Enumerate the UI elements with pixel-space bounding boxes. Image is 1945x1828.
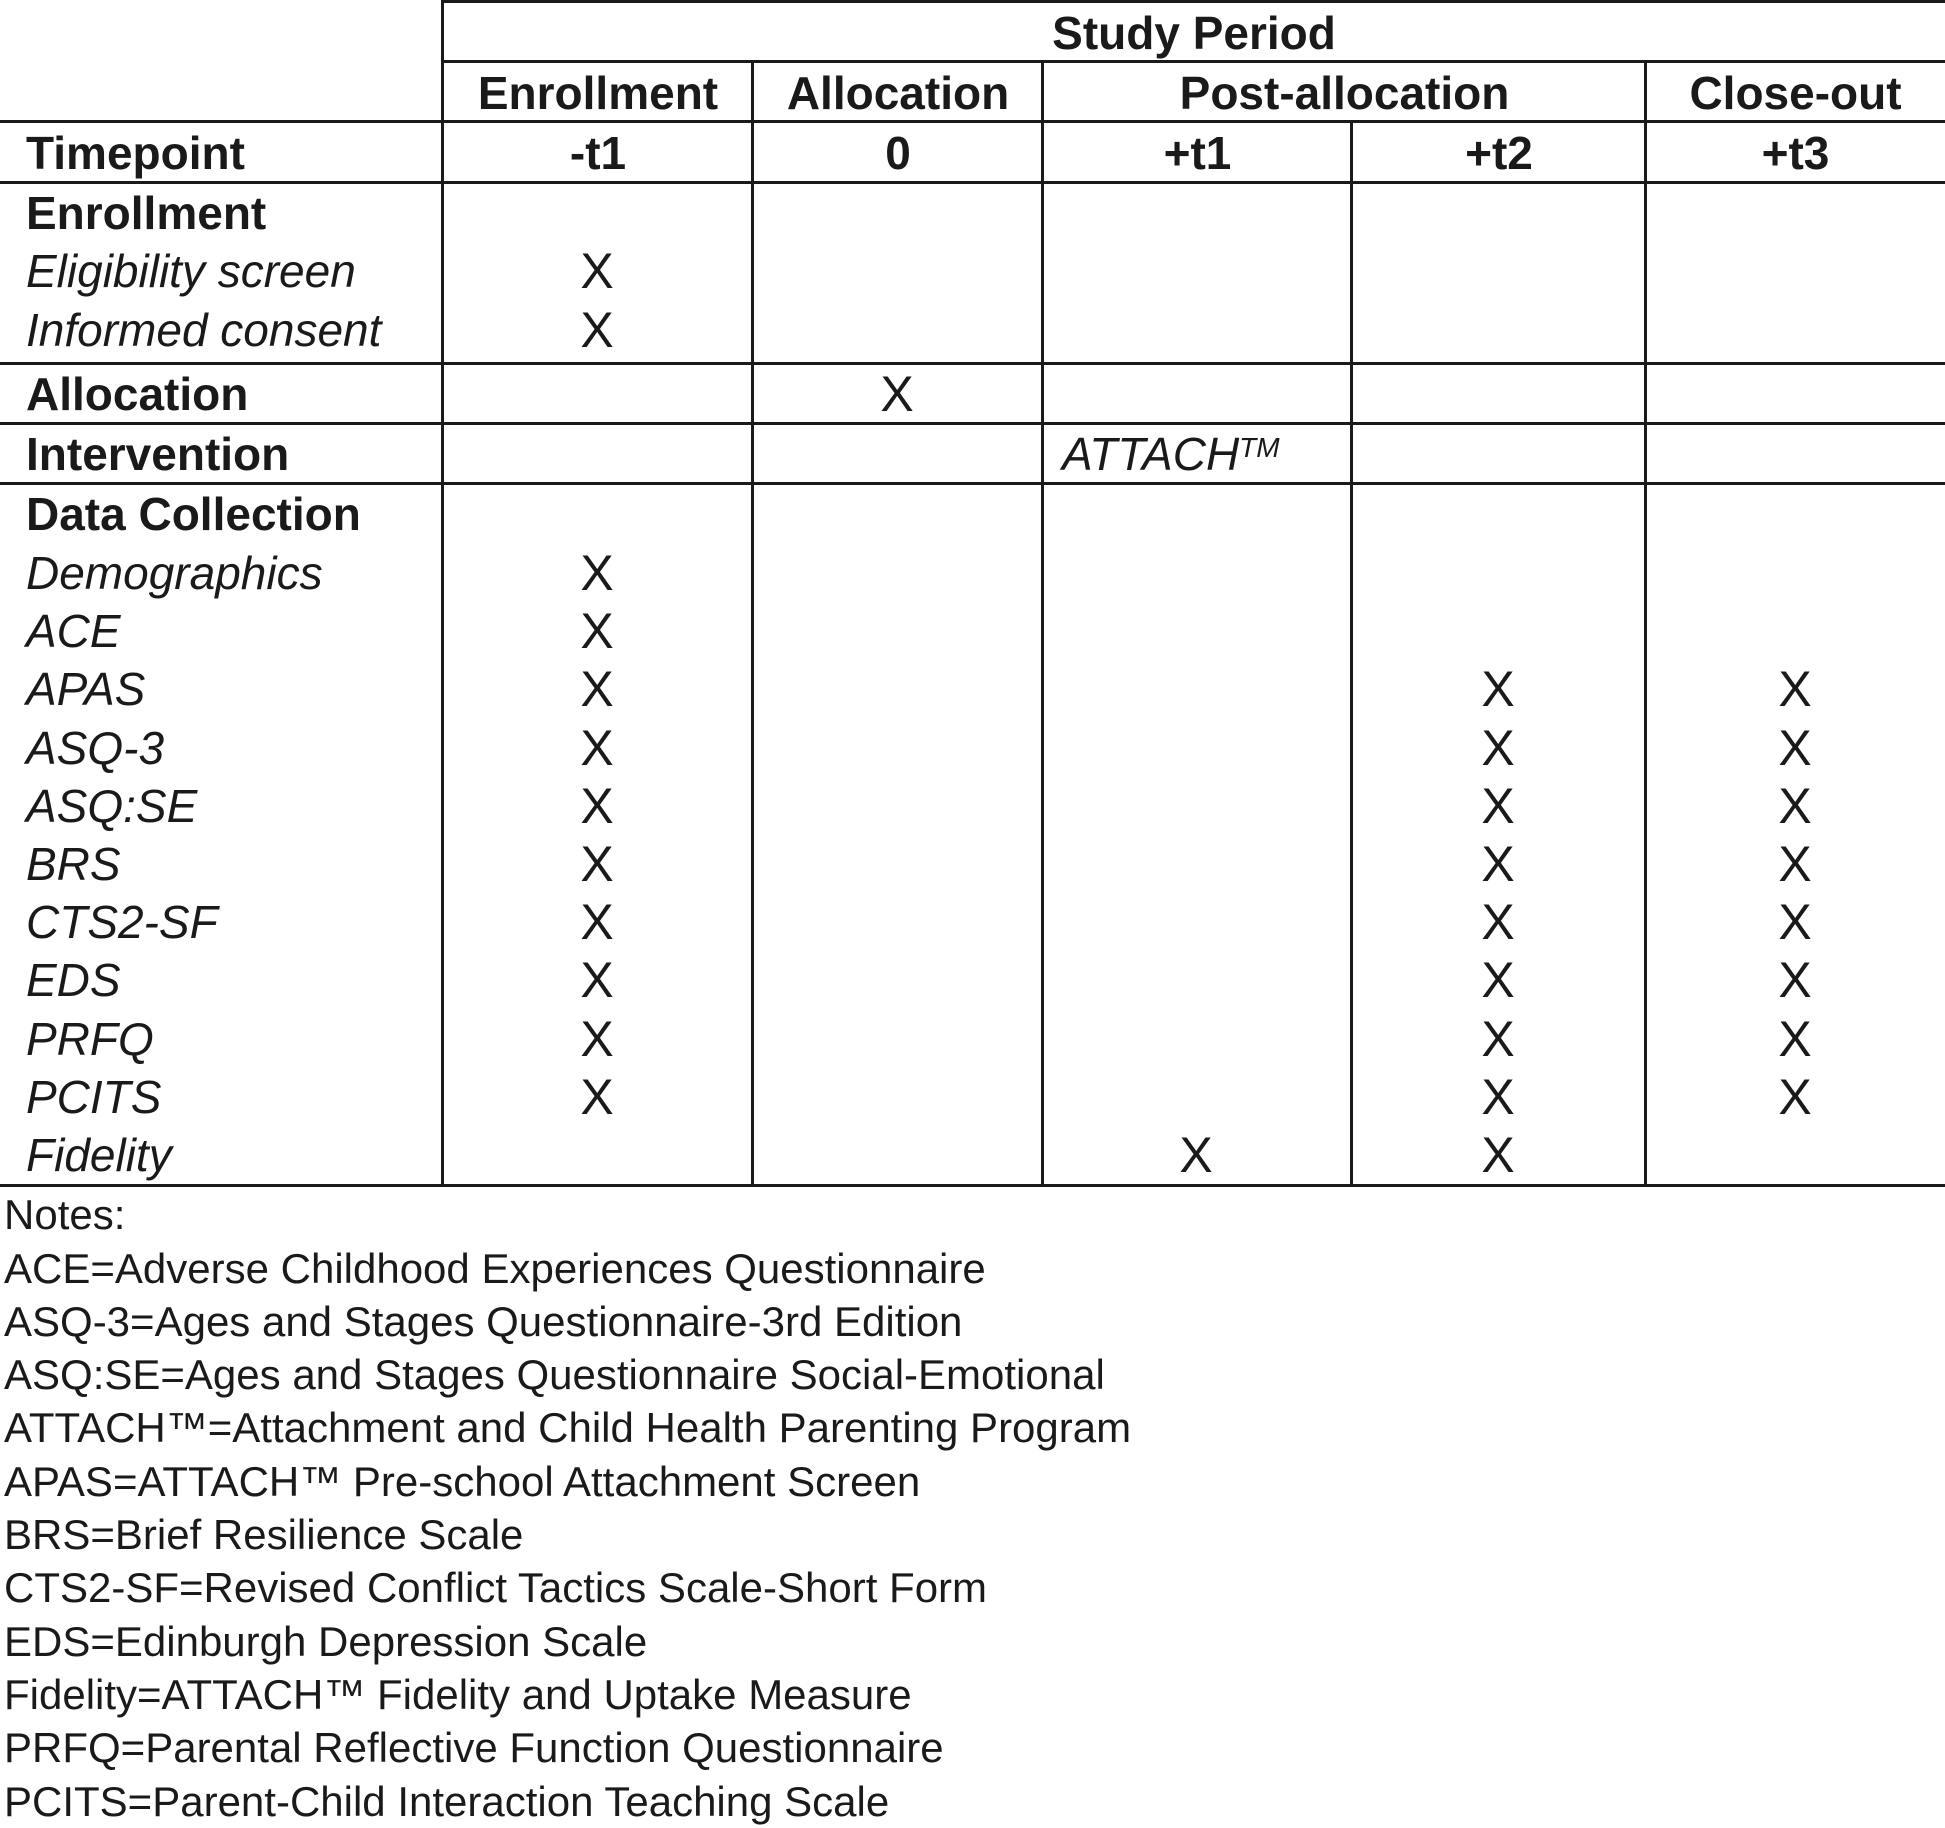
- data-collection-row-8-mark-col-4: X: [1481, 952, 1515, 1009]
- rule-col-2: [751, 60, 754, 1186]
- section-enrollment-title: Enrollment: [26, 187, 267, 239]
- rule-periods: [0, 120, 1945, 123]
- data-collection-row-6-mark-col-5: X: [1778, 836, 1812, 892]
- note-item: APAS=ATTACH™ Pre-school Attachment Screen: [4, 1457, 921, 1505]
- data-collection-row-label: CTS2-SF: [26, 896, 218, 949]
- note-item: ASQ:SE=Ages and Stages Questionnaire Social-Emotional: [4, 1351, 1105, 1399]
- data-collection-row-4-mark-col-1: X: [580, 719, 614, 776]
- data-collection-row-label: PCITS: [26, 1070, 162, 1123]
- data-collection-row-7-mark-col-1: X: [580, 894, 614, 951]
- data-collection-row-3-mark-col-5: X: [1778, 661, 1812, 718]
- note-item: Fidelity=ATTACH™ Fidelity and Uptake Measure: [4, 1670, 912, 1718]
- data-collection-row-label: ASQ-3: [26, 721, 165, 774]
- timepoint-plus-t2: +t2: [1465, 127, 1533, 179]
- data-collection-row-10-mark-col-4: X: [1481, 1068, 1515, 1125]
- data-collection-row-label: APAS: [26, 663, 146, 716]
- rule-after-intervention: [0, 482, 1945, 485]
- data-collection-row-label: ASQ:SE: [26, 779, 198, 832]
- intervention-attach-label: [1062, 425, 1280, 483]
- section-data-collection-title: Data Collection: [26, 488, 361, 540]
- rule-col-3: [1041, 60, 1044, 1186]
- data-collection-row-6-mark-col-4: X: [1481, 836, 1515, 892]
- data-collection-row-8-mark-col-1: X: [580, 952, 614, 1009]
- note-item: PCITS=Parent-Child Interaction Teaching Scale: [4, 1777, 890, 1825]
- row-label-eligibility-screen: Eligibility screen: [26, 245, 356, 297]
- row-label-informed-consent: Informed consent: [26, 304, 382, 356]
- data-collection-row-3-mark-col-4: X: [1481, 661, 1515, 718]
- data-collection-row-10-mark-col-5: X: [1778, 1068, 1812, 1125]
- data-collection-row-7-mark-col-4: X: [1481, 894, 1515, 951]
- rule-top: [443, 0, 1945, 3]
- data-collection-row-label: BRS: [26, 838, 121, 890]
- rule-col-4: [1350, 120, 1353, 1186]
- data-collection-row-label: EDS: [26, 954, 121, 1007]
- data-collection-row-3-mark-col-1: X: [580, 661, 614, 718]
- data-collection-row-2-mark-col-1: X: [580, 603, 614, 660]
- data-collection-row-8-mark-col-5: X: [1778, 952, 1812, 1009]
- data-collection-row-9-mark-col-4: X: [1481, 1010, 1515, 1067]
- rule-after-allocation: [0, 422, 1945, 425]
- rule-bottom: [0, 1184, 1945, 1187]
- data-collection-row-10-mark-col-1: X: [580, 1068, 614, 1125]
- rule-col-5: [1644, 60, 1647, 1186]
- data-collection-row-label: Fidelity: [26, 1129, 172, 1181]
- timepoint-minus-t1: -t1: [569, 127, 627, 179]
- note-item: ACE=Adverse Childhood Experiences Questionnaire: [4, 1244, 986, 1292]
- note-item: PRFQ=Parental Reflective Function Questionnaire: [4, 1724, 944, 1772]
- enrollment-row-2-mark-col-1: X: [580, 302, 614, 358]
- data-collection-row-11-mark-col-4: X: [1481, 1127, 1515, 1183]
- data-collection-row-9-mark-col-1: X: [580, 1010, 614, 1067]
- data-collection-row-5-mark-col-5: X: [1778, 777, 1812, 834]
- data-collection-row-5-mark-col-1: X: [580, 777, 614, 834]
- timepoint-0: 0: [885, 127, 911, 179]
- section-allocation-title: Allocation: [26, 368, 249, 420]
- timepoint-plus-t1: +t1: [1163, 127, 1232, 179]
- period-close-out: Close-out: [1689, 67, 1902, 119]
- data-collection-row-label: ACE: [26, 605, 121, 658]
- allocation-row-mark-col-2: X: [880, 366, 914, 422]
- data-collection-row-label: Demographics: [26, 547, 323, 599]
- timepoint-plus-t3: +t3: [1761, 127, 1830, 179]
- data-collection-row-4-mark-col-4: X: [1481, 719, 1515, 776]
- note-item: BRS=Brief Resilience Scale: [4, 1511, 524, 1558]
- timepoint-label: Timepoint: [26, 127, 245, 179]
- rule-after-enrollment: [0, 362, 1945, 365]
- rule-timepoints: [0, 181, 1945, 184]
- data-collection-row-1-mark-col-1: X: [580, 545, 614, 601]
- note-item: EDS=Edinburgh Depression Scale: [4, 1617, 648, 1665]
- notes-title: Notes:: [4, 1191, 126, 1238]
- data-collection-row-9-mark-col-5: X: [1778, 1010, 1812, 1067]
- data-collection-row-5-mark-col-4: X: [1481, 777, 1515, 834]
- note-item: ASQ-3=Ages and Stages Questionnaire-3rd Edition: [4, 1297, 963, 1345]
- note-item: CTS2-SF=Revised Conflict Tactics Scale-Short Form: [4, 1564, 988, 1612]
- data-collection-row-7-mark-col-5: X: [1778, 894, 1812, 951]
- data-collection-row-label: PRFQ: [26, 1012, 154, 1065]
- period-post-allocation: Post-allocation: [1179, 67, 1510, 119]
- attach-trademark: TM: [1239, 432, 1280, 463]
- rule-col-1: [441, 0, 444, 1186]
- rule-study-period: [443, 60, 1945, 63]
- period-allocation: Allocation: [786, 67, 1010, 119]
- data-collection-row-6-mark-col-1: X: [580, 836, 614, 892]
- study-period-header: Study Period: [1052, 7, 1336, 59]
- data-collection-row-4-mark-col-5: X: [1778, 719, 1812, 776]
- enrollment-row-1-mark-col-1: X: [580, 243, 614, 299]
- period-enrollment: Enrollment: [477, 67, 719, 119]
- note-item: ATTACH™=Attachment and Child Health Parenting Program: [4, 1404, 1132, 1452]
- section-intervention-title: Intervention: [26, 428, 290, 480]
- attach-text: ATTACH: [1062, 428, 1240, 480]
- data-collection-row-11-mark-col-3: X: [1179, 1127, 1213, 1183]
